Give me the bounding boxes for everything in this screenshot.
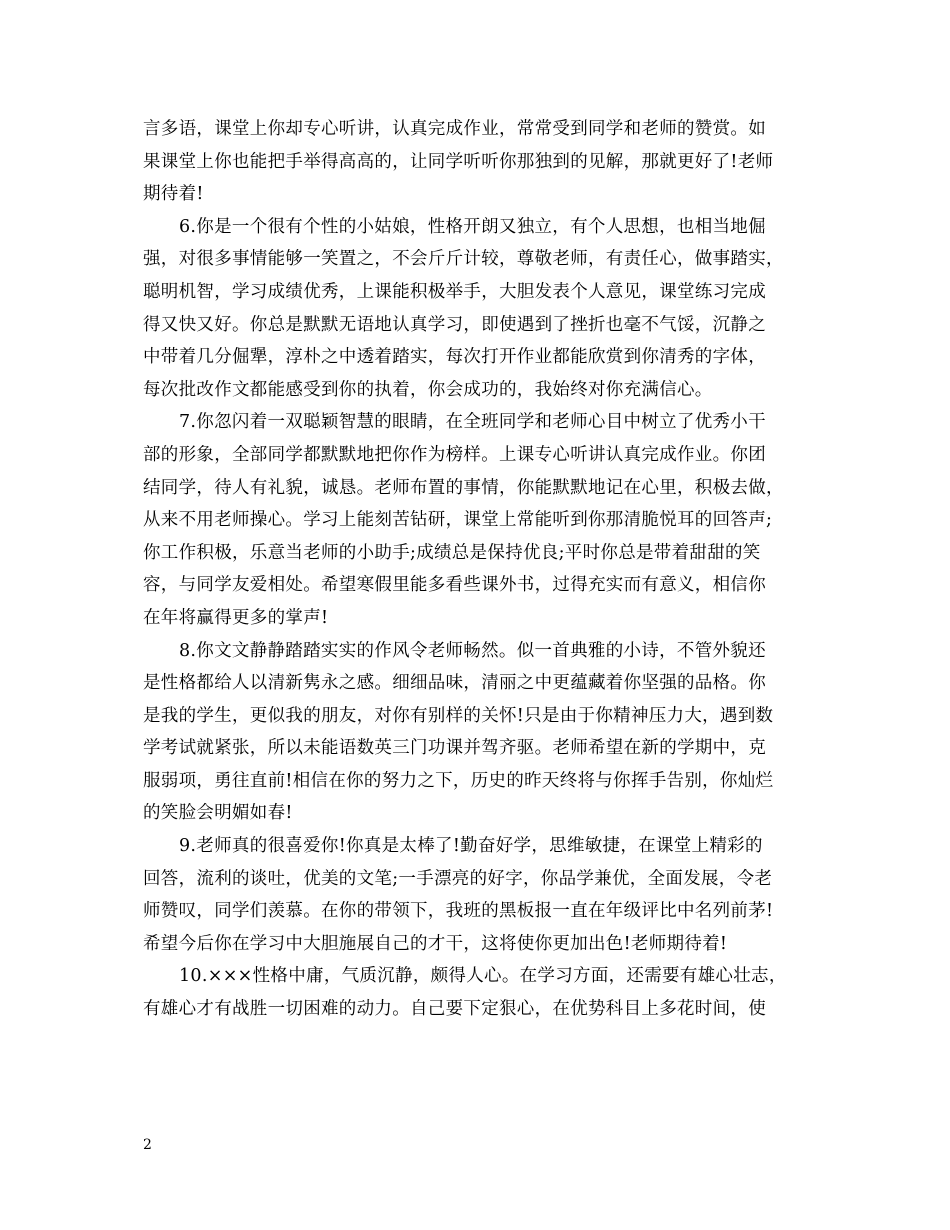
text-line: 希望今后你在学习中大胆施展自己的才干，这将使你更加出色!老师期待着! bbox=[143, 933, 728, 954]
paragraph-8-start: 8.你文文静静踏踏实实的作风令老师畅然。似一首典雅的小诗，不管外貌还 bbox=[179, 640, 766, 661]
text-line: 部的形象，全部同学都默默地把你作为榜样。上课专心听讲认真完成作业。你团 bbox=[143, 444, 766, 465]
text-line: 每次批改作文都能感受到你的执着，你会成功的，我始终对你充满信心。 bbox=[143, 379, 713, 400]
paragraph-10-start: 10.×××性格中庸，气质沉静，颇得人心。在学习方面，还需要有雄心壮志， bbox=[179, 966, 787, 987]
text-line: 是我的学生，更似我的朋友，对你有别样的关怀!只是由于你精神压力大，遇到数 bbox=[143, 705, 774, 726]
text-line: 果课堂上你也能把手举得高高的，让同学听听你那独到的见解，那就更好了!老师 bbox=[143, 151, 774, 172]
page-number: 2 bbox=[143, 1137, 152, 1153]
text-line: 强，对很多事情能够一笑置之，不会斤斤计较，尊敬老师，有责任心，做事踏实， bbox=[143, 249, 784, 270]
text-line: 是性格都给人以清新隽永之感。细细品味，清丽之中更蕴藏着你坚强的品格。你 bbox=[143, 673, 766, 694]
paragraph-7-start: 7.你忽闪着一双聪颖智慧的眼睛，在全班同学和老师心目中树立了优秀小干 bbox=[179, 412, 766, 433]
text-line: 你工作积极，乐意当老师的小助手;成绩总是保持优良;平时你总是带着甜甜的笑 bbox=[143, 542, 761, 563]
text-line: 容，与同学友爱相处。希望寒假里能多看些课外书，过得充实而有意义，相信你 bbox=[143, 575, 766, 596]
document-body bbox=[143, 113, 813, 1026]
text-line: 有雄心才有战胜一切困难的动力。自己要下定狠心，在优势科目上多花时间，使 bbox=[143, 999, 766, 1020]
text-line: 言多语，课堂上你却专心听讲，认真完成作业，常常受到同学和老师的赞赏。如 bbox=[143, 119, 766, 139]
text-line: 结同学，待人有礼貌，诚恳。老师布置的事情，你能默默地记在心里，积极去做， bbox=[143, 477, 784, 498]
text-line: 回答，流利的谈吐，优美的文笔;一手漂亮的好字，你品学兼优，全面发展，令老 bbox=[143, 868, 773, 889]
paragraph-9-start: 9.老师真的很喜爱你!你真是太棒了!勤奋好学，思维敏捷，在课堂上精彩的 bbox=[179, 836, 763, 857]
text-line: 期待着! bbox=[143, 184, 204, 205]
text-line: 聪明机智，学习成绩优秀，上课能积极举手，大胆发表个人意见，课堂练习完成 bbox=[143, 281, 766, 302]
text-line: 中带着几分倔犟，淳朴之中透着踏实，每次打开作业都能欣赏到你清秀的字体， bbox=[143, 347, 766, 368]
text-line: 学考试就紧张，所以未能语数英三门功课并驾齐驱。老师希望在新的学期中，克 bbox=[143, 738, 766, 759]
text-line: 得又快又好。你总是默默无语地认真学习，即使遇到了挫折也毫不气馁，沉静之 bbox=[143, 314, 766, 335]
paragraph-6-start: 6.你是一个很有个性的小姑娘，性格开朗又独立，有个人思想，也相当地倔 bbox=[179, 216, 766, 237]
text-line: 师赞叹，同学们羡慕。在你的带领下，我班的黑板报一直在年级评比中名列前茅! bbox=[143, 901, 774, 922]
text-line: 在年将赢得更多的掌声! bbox=[143, 607, 329, 628]
text-line: 的笑脸会明媚如春! bbox=[143, 803, 293, 824]
text-line: 从来不用老师操心。学习上能刻苦钻研，课堂上常能听到你那清脆悦耳的回答声; bbox=[143, 510, 773, 531]
text-line: 服弱项，勇往直前!相信在你的努力之下，历史的昨天终将与你挥手告别，你灿烂 bbox=[143, 770, 774, 791]
